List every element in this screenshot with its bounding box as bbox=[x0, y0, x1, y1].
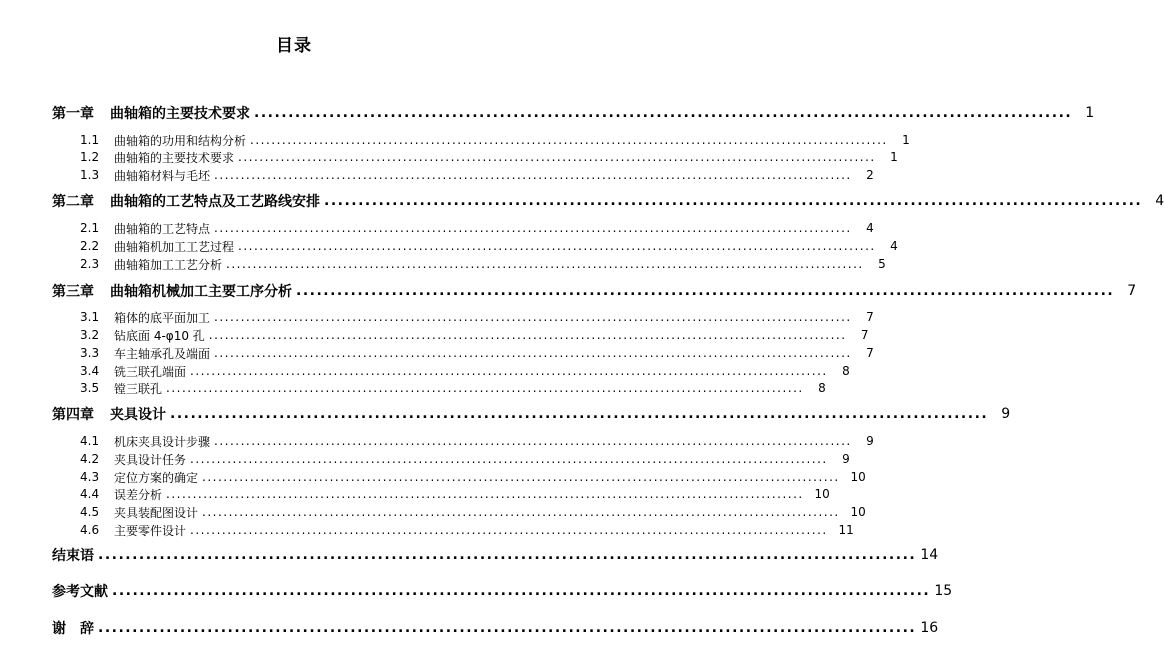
section-title: 铣三联孔端面 bbox=[114, 364, 187, 379]
toc-section-1-2[interactable] bbox=[80, 147, 898, 167]
section-title: 曲轴箱的工艺特点 bbox=[114, 221, 211, 236]
page-number: 9 bbox=[842, 452, 850, 466]
page-number: 9 bbox=[866, 434, 874, 448]
page-number: 4 bbox=[890, 239, 898, 253]
toc-section-4-5[interactable] bbox=[80, 502, 866, 522]
toc-section-3-3[interactable] bbox=[80, 343, 874, 363]
page-number: 8 bbox=[842, 364, 850, 378]
toc-section-3-5[interactable] bbox=[80, 378, 826, 398]
dot-leader: ........................................................................................................................ bbox=[238, 150, 876, 164]
section-title: 曲轴箱的主要技术要求 bbox=[114, 150, 235, 165]
page-number: 1 bbox=[890, 150, 898, 164]
dot-leader: ........................................................................................................................ bbox=[166, 381, 804, 395]
toc-chapter-2[interactable] bbox=[52, 191, 1164, 211]
section-title: 机床夹具设计步骤 bbox=[114, 434, 211, 449]
section-number: 3.5 bbox=[80, 381, 100, 395]
section-title: 夹具设计任务 bbox=[114, 452, 187, 467]
section-title: 曲轴箱的功用和结构分析 bbox=[114, 133, 247, 148]
page-number: 15 bbox=[934, 583, 953, 599]
section-title: 曲轴箱加工工艺分析 bbox=[114, 257, 223, 272]
dot-leader: ........................................................................................................................ bbox=[190, 523, 828, 537]
toc-references[interactable] bbox=[52, 581, 953, 601]
dot-leader: ........................................................................................................................ bbox=[190, 364, 828, 378]
page-number: 7 bbox=[866, 346, 874, 360]
section-title: 主要零件设计 bbox=[114, 523, 187, 538]
dot-leader: ........................................................................................................................ bbox=[190, 452, 828, 466]
entry-title: 参考文献 bbox=[52, 584, 108, 600]
section-number: 3.3 bbox=[80, 346, 100, 360]
dot-leader: ........................................................................................................................ bbox=[202, 470, 840, 484]
dot-leader: ........................................................................................................................ bbox=[250, 133, 888, 147]
page-number: 11 bbox=[838, 523, 854, 537]
section-title: 车主轴承孔及端面 bbox=[114, 346, 211, 361]
page-number: 14 bbox=[920, 547, 939, 563]
page-number: 7 bbox=[866, 310, 874, 324]
entry-title: 结束语 bbox=[52, 548, 94, 564]
section-title: 误差分析 bbox=[114, 487, 163, 502]
dot-leader: ........................................................................................................................ bbox=[214, 346, 852, 360]
section-number: 3.2 bbox=[80, 328, 100, 342]
dot-leader: ........................................................................................................................ bbox=[202, 505, 840, 519]
section-number: 2.3 bbox=[80, 257, 100, 271]
toc-section-3-2[interactable] bbox=[80, 325, 869, 345]
page-number: 16 bbox=[920, 620, 939, 636]
section-title: 钻底面 4-φ10 孔 bbox=[114, 328, 205, 343]
section-number: 4.1 bbox=[80, 434, 100, 448]
dot-leader: ........................................................................................................................ bbox=[98, 547, 917, 563]
section-number: 4.3 bbox=[80, 470, 100, 484]
section-number: 4.2 bbox=[80, 452, 100, 466]
page-number: 4 bbox=[866, 221, 874, 235]
chapter-title: 夹具设计 bbox=[110, 407, 166, 423]
entry-title: 谢 辞 bbox=[52, 621, 94, 637]
chapter-number: 第四章 bbox=[52, 407, 94, 423]
page-number: 9 bbox=[1001, 406, 1011, 422]
dot-leader: ........................................................................................................................ bbox=[170, 406, 989, 422]
page-number: 1 bbox=[902, 133, 910, 147]
dot-leader: ........................................................................................................................ bbox=[98, 620, 917, 636]
page-number: 2 bbox=[866, 168, 874, 182]
page-number: 7 bbox=[1127, 283, 1137, 299]
dot-leader: ........................................................................................................................ bbox=[112, 583, 931, 599]
page-number: 7 bbox=[860, 328, 869, 342]
toc-chapter-3[interactable] bbox=[52, 281, 1137, 301]
toc-section-4-4[interactable] bbox=[80, 484, 830, 504]
toc-section-4-2[interactable] bbox=[80, 449, 850, 469]
dot-leader: ........................................................................................................................ bbox=[296, 283, 1115, 299]
section-title: 镗三联孔 bbox=[114, 381, 163, 396]
section-title: 夹具装配图设计 bbox=[114, 505, 199, 520]
section-number: 2.1 bbox=[80, 221, 100, 235]
chapter-number: 第三章 bbox=[52, 284, 94, 300]
chapter-number: 第二章 bbox=[52, 194, 94, 210]
page-number: 10 bbox=[850, 505, 866, 519]
section-number: 1.3 bbox=[80, 168, 100, 182]
toc-section-2-2[interactable] bbox=[80, 236, 898, 256]
page-number: 10 bbox=[850, 470, 866, 484]
chapter-title: 曲轴箱机械加工主要工序分析 bbox=[110, 284, 292, 300]
section-title: 定位方案的确定 bbox=[114, 470, 199, 485]
dot-leader: ........................................................................................................................ bbox=[166, 487, 804, 501]
page-number: 4 bbox=[1155, 193, 1164, 209]
section-title: 曲轴箱机加工工艺过程 bbox=[114, 239, 235, 254]
toc-section-4-1[interactable] bbox=[80, 431, 874, 451]
toc-section-2-1[interactable] bbox=[80, 218, 874, 238]
toc-section-3-1[interactable] bbox=[80, 307, 874, 327]
dot-leader: ........................................................................................................................ bbox=[254, 105, 1073, 121]
chapter-title: 曲轴箱的主要技术要求 bbox=[110, 106, 250, 122]
page-number: 1 bbox=[1085, 105, 1095, 121]
section-number: 4.5 bbox=[80, 505, 100, 519]
chapter-number: 第一章 bbox=[52, 106, 94, 122]
section-number: 4.6 bbox=[80, 523, 100, 537]
toc-section-4-6[interactable] bbox=[80, 520, 854, 540]
dot-leader: ........................................................................................................................ bbox=[214, 168, 852, 182]
section-number: 3.1 bbox=[80, 310, 100, 324]
page-number: 10 bbox=[814, 487, 830, 501]
section-number: 4.4 bbox=[80, 487, 100, 501]
toc-section-2-3[interactable] bbox=[80, 254, 886, 274]
section-title: 曲轴箱材料与毛坯 bbox=[114, 168, 211, 183]
section-number: 3.4 bbox=[80, 364, 100, 378]
toc-chapter-1[interactable] bbox=[52, 103, 1095, 123]
page-number: 8 bbox=[818, 381, 826, 395]
section-title: 箱体的底平面加工 bbox=[114, 310, 211, 325]
section-number: 1.2 bbox=[80, 150, 100, 164]
toc-acknowledgements[interactable] bbox=[52, 618, 939, 638]
dot-leader: ........................................................................................................................ bbox=[214, 310, 852, 324]
dot-leader: ........................................................................................................................ bbox=[208, 328, 847, 342]
section-number: 1.1 bbox=[80, 133, 100, 147]
dot-leader: ........................................................................................................................ bbox=[324, 193, 1143, 209]
section-number: 2.2 bbox=[80, 239, 100, 253]
dot-leader: ........................................................................................................................ bbox=[226, 257, 864, 271]
toc-chapter-4[interactable] bbox=[52, 404, 1011, 424]
dot-leader: ........................................................................................................................ bbox=[214, 434, 852, 448]
toc-section-1-3[interactable] bbox=[80, 165, 874, 185]
dot-leader: ........................................................................................................................ bbox=[238, 239, 876, 253]
page-title: 目录 bbox=[276, 36, 312, 56]
toc-conclusion[interactable] bbox=[52, 545, 939, 565]
dot-leader: ........................................................................................................................ bbox=[214, 221, 852, 235]
chapter-title: 曲轴箱的工艺特点及工艺路线安排 bbox=[110, 194, 320, 210]
page-number: 5 bbox=[878, 257, 886, 271]
